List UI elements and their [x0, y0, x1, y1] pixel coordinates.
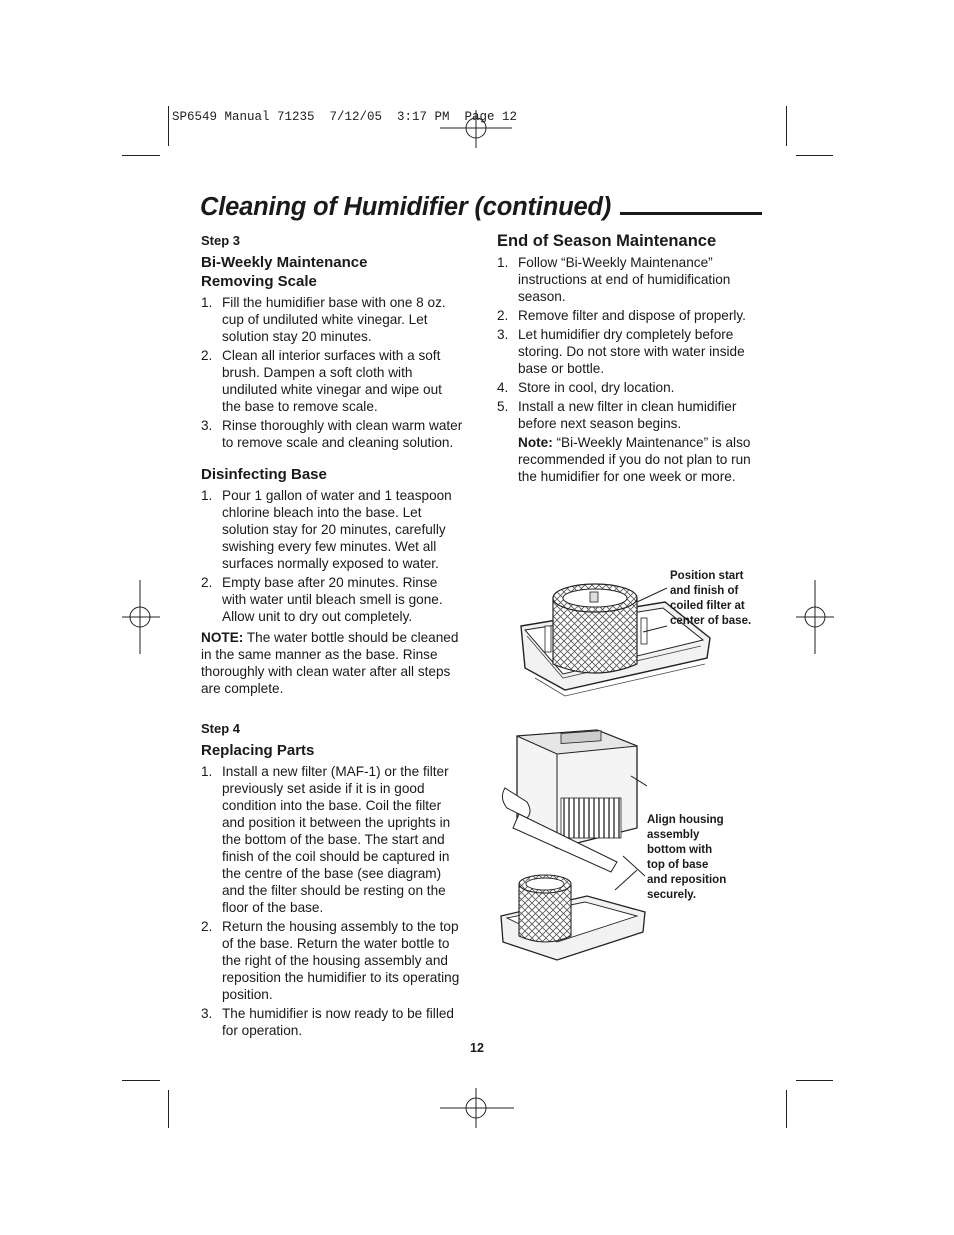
list-item: 2. Return the housing assembly to the top of the base. Return the water bottle to the right of the housing assembly and reposition the humidifier to its operating position.: [201, 919, 460, 1002]
end-of-season-list: [497, 254, 761, 432]
filter-callout: Position start and finish of coiled filter at center of base.: [670, 570, 752, 627]
page-header: [200, 193, 762, 227]
list-item: 1. Install a new filter (MAF-1) or the filter previously set aside if it is in good condition into the base. Coil the filter and position it between the uprights in the bottom of the base. The start and finish of the coil should be captured in the centre of the base (see diagram) and the filter should be resting on the floor of the base.: [201, 764, 451, 915]
note-label: NOTE:: [201, 630, 244, 645]
season-note: Note: “Bi-Weekly Maintenance” is also recommended if you do not plan to run the humidifier for one week or more.: [518, 435, 751, 484]
page-title: Cleaning of Humidifier (continued): [200, 193, 612, 221]
list-item: 5. Install a new filter in clean humidifier before next season begins.: [497, 399, 737, 431]
step3-heading-line1: Bi-Weekly Maintenance: [201, 254, 368, 271]
disinfecting-list: [201, 487, 463, 625]
printer-slug: SP6549 Manual 71235 7/12/05 3:17 PM Page 12: [172, 110, 518, 124]
list-item: 3. Rinse thoroughly with clean warm water to remove scale and cleaning solution.: [201, 418, 463, 450]
replacing-parts-list: [201, 763, 463, 1039]
list-item: 2. Remove filter and dispose of properly.: [497, 308, 746, 323]
list-item: 4. Store in cool, dry location.: [497, 380, 675, 395]
step4-heading: Replacing Parts: [201, 742, 315, 759]
list-item: 3. Let humidifier dry completely before storing. Do not store with water inside base or bottle.: [497, 327, 745, 376]
title-rule: [620, 212, 762, 215]
page-number: 12: [470, 1041, 484, 1055]
removing-scale-list: [201, 294, 463, 451]
list-item: 1. Follow “Bi-Weekly Maintenance” instructions at end of humidification season.: [497, 255, 731, 304]
end-of-season-heading: End of Season Maintenance: [497, 232, 717, 250]
disinfecting-heading: Disinfecting Base: [201, 466, 327, 483]
registration-mark-right: [796, 580, 834, 654]
step3-heading-line2: Removing Scale: [201, 273, 317, 290]
step3-label: Step 3: [201, 233, 241, 248]
housing-assembly-illustration: [497, 728, 647, 968]
housing-callout: Align housing assembly bottom with top of base and reposition securely.: [647, 814, 727, 901]
right-column: [497, 231, 761, 485]
step4-label: Step 4: [201, 721, 241, 736]
list-item: 2. Clean all interior surfaces with a soft brush. Dampen a soft cloth with undiluted white vinegar and wipe out the base to remove scale.: [201, 348, 442, 414]
list-item: 2. Empty base after 20 minutes. Rinse with water until bleach smell is gone. Allow unit to dry out completely.: [201, 575, 443, 624]
registration-mark-top: [440, 110, 512, 150]
left-column: [201, 232, 463, 1041]
registration-mark-bottom: [440, 1088, 514, 1128]
note-paragraph: NOTE: The water bottle should be cleaned in the same manner as the base. Rinse thoroughly with clean water after all steps are complete.: [201, 630, 459, 696]
list-item: 1. Pour 1 gallon of water and 1 teaspoon chlorine bleach into the base. Let solution stay for 20 minutes, carefully swishing every few minutes. Wet all surfaces normally exposed to water.: [201, 488, 452, 571]
list-item: 3. The humidifier is now ready to be filled for operation.: [201, 1006, 454, 1038]
list-item: 1. Fill the humidifier base with one 8 oz. cup of undiluted white vinegar. Let solution stay 20 minutes.: [201, 295, 446, 344]
season-note-label: Note:: [518, 435, 553, 450]
registration-mark-left: [122, 580, 160, 654]
